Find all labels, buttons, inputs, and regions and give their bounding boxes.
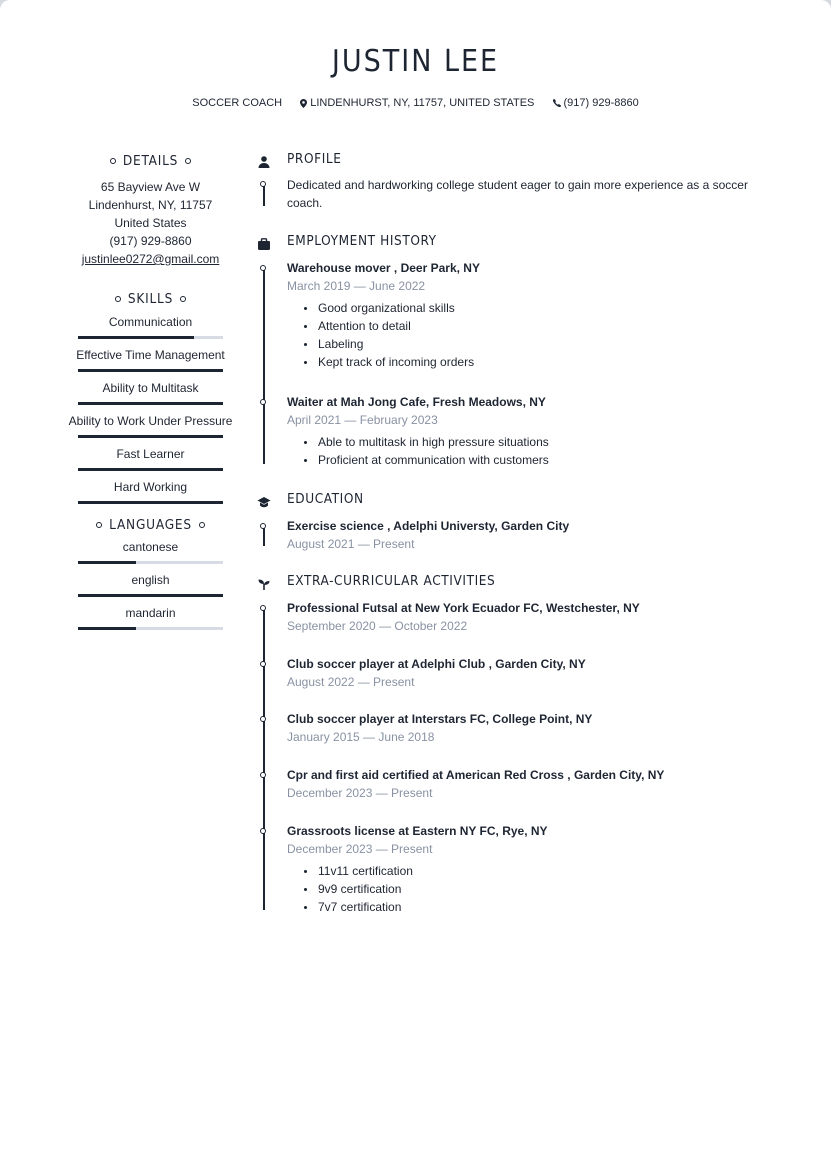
skill-item bbox=[60, 446, 241, 471]
details-phone: (917) 929-8860 bbox=[109, 234, 192, 248]
languages-list bbox=[60, 539, 241, 630]
language-level-fill bbox=[78, 561, 136, 564]
education-section bbox=[255, 490, 775, 560]
languages-heading-text: LANGUAGES bbox=[109, 517, 192, 533]
list-item: Attention to detail bbox=[287, 317, 777, 335]
profile-line2: coach. bbox=[287, 196, 323, 210]
employment-heading: EMPLOYMENT HISTORY bbox=[287, 233, 437, 249]
profile-summary bbox=[287, 176, 777, 212]
skill-item bbox=[60, 314, 241, 339]
skill-item bbox=[60, 380, 241, 405]
sprout-icon bbox=[257, 577, 271, 591]
list-item: Kept track of incoming orders bbox=[287, 353, 777, 371]
activity-bullets bbox=[287, 862, 777, 916]
skills-heading-text: SKILLS bbox=[127, 291, 174, 307]
skill-level-fill bbox=[78, 402, 223, 405]
skill-label: Hard Working bbox=[113, 480, 188, 494]
timeline-dot bbox=[260, 716, 266, 722]
phone-icon bbox=[553, 99, 561, 107]
skill-label: Ability to Work Under Pressure bbox=[68, 414, 233, 428]
language-level-bar bbox=[78, 594, 223, 597]
job-dates: April 2021 — February 2023 bbox=[287, 413, 438, 427]
list-item: 11v11 certification bbox=[287, 862, 777, 880]
language-item bbox=[60, 605, 241, 630]
skill-item bbox=[60, 479, 241, 504]
briefcase-icon bbox=[257, 237, 271, 251]
profile-heading: PROFILE bbox=[287, 151, 342, 167]
skill-level-bar bbox=[78, 402, 223, 405]
skill-item bbox=[60, 413, 241, 438]
ring-icon bbox=[96, 522, 102, 528]
skill-label: Effective Time Management bbox=[76, 348, 225, 362]
activity-entry bbox=[287, 655, 777, 691]
language-level-bar bbox=[78, 627, 223, 630]
list-item: Able to multitask in high pressure situations bbox=[287, 433, 777, 451]
skill-level-fill bbox=[78, 336, 194, 339]
language-level-bar bbox=[78, 561, 223, 564]
timeline-dot bbox=[260, 661, 266, 667]
activity-dates: December 2023 — Present bbox=[287, 842, 433, 856]
skill-label: Ability to Multitask bbox=[102, 381, 199, 395]
job-title: Warehouse mover , Deer Park, NY bbox=[287, 261, 480, 275]
ring-icon bbox=[199, 522, 205, 528]
timeline-dot bbox=[260, 772, 266, 778]
activity-title: Club soccer player at Interstars FC, College Point, NY bbox=[287, 712, 593, 726]
job-title: Waiter at Mah Jong Cafe, Fresh Meadows, NY bbox=[287, 395, 546, 409]
skill-level-bar bbox=[78, 435, 223, 438]
skill-item bbox=[60, 347, 241, 372]
activity-dates: December 2023 — Present bbox=[287, 786, 433, 800]
list-item: 7v7 certification bbox=[287, 898, 777, 916]
skill-level-bar bbox=[78, 369, 223, 372]
skill-level-bar bbox=[78, 501, 223, 504]
activity-title: Professional Futsal at New York Ecuador FC, Westchester, NY bbox=[287, 601, 640, 615]
skills-heading bbox=[60, 288, 241, 310]
job-entry bbox=[287, 393, 777, 469]
language-label: mandarin bbox=[125, 606, 176, 620]
timeline-dot bbox=[260, 828, 266, 834]
language-label: english bbox=[131, 573, 170, 587]
profile-section bbox=[255, 150, 775, 230]
education-title: Exercise science , Adelphi Universty, Garden City bbox=[287, 519, 570, 533]
activities-section bbox=[255, 572, 775, 917]
skill-level-fill bbox=[78, 369, 223, 372]
language-label: cantonese bbox=[122, 540, 179, 554]
phone-group bbox=[553, 97, 639, 109]
activity-title: Cpr and first aid certified at American Red Cross , Garden City, NY bbox=[287, 768, 665, 782]
activity-title: Club soccer player at Adelphi Club , Garden City, NY bbox=[287, 657, 586, 671]
job-bullets bbox=[287, 433, 777, 469]
skill-level-fill bbox=[78, 435, 223, 438]
education-entry bbox=[287, 517, 777, 553]
activity-dates: August 2022 — Present bbox=[287, 675, 415, 689]
skill-level-bar bbox=[78, 468, 223, 471]
location-pin-icon bbox=[300, 99, 307, 108]
language-level-fill bbox=[78, 627, 136, 630]
language-item bbox=[60, 539, 241, 564]
email-link[interactable]: justinlee0272@gmail.com bbox=[81, 252, 220, 266]
activity-entry bbox=[287, 766, 777, 802]
employment-section bbox=[255, 232, 775, 472]
activity-entry bbox=[287, 822, 777, 916]
list-item: Good organizational skills bbox=[287, 299, 777, 317]
location-group bbox=[300, 97, 534, 109]
activity-dates: January 2015 — June 2018 bbox=[287, 730, 435, 744]
education-heading: EDUCATION bbox=[287, 491, 364, 507]
language-item bbox=[60, 572, 241, 597]
ring-icon bbox=[115, 296, 121, 302]
activity-entry bbox=[287, 599, 777, 635]
skill-level-fill bbox=[78, 501, 223, 504]
address-country: United States bbox=[114, 216, 187, 230]
address-line1: 65 Bayview Ave W bbox=[100, 180, 201, 194]
activity-entry bbox=[287, 710, 777, 746]
ring-icon bbox=[110, 158, 116, 164]
address-line2: Lindenhurst, NY, 11757 bbox=[88, 198, 213, 212]
language-level-fill bbox=[78, 594, 223, 597]
skill-label: Fast Learner bbox=[116, 447, 185, 461]
timeline-dot bbox=[260, 605, 266, 611]
timeline-dot bbox=[260, 523, 266, 529]
ring-icon bbox=[180, 296, 186, 302]
list-item: Labeling bbox=[287, 335, 777, 353]
languages-heading bbox=[60, 514, 241, 536]
activity-dates: September 2020 — October 2022 bbox=[287, 619, 468, 633]
location-text: LINDENHURST, NY, 11757, UNITED STATES bbox=[310, 97, 535, 110]
job-entry bbox=[287, 259, 777, 371]
skill-level-bar bbox=[78, 336, 223, 339]
candidate-name: JUSTIN LEE bbox=[331, 44, 500, 79]
left-column bbox=[60, 150, 241, 638]
job-bullets bbox=[287, 299, 777, 371]
details-heading-text: DETAILS bbox=[122, 153, 179, 169]
activity-title: Grassroots license at Eastern NY FC, Rye, NY bbox=[287, 824, 548, 838]
graduation-cap-icon bbox=[257, 495, 271, 509]
details-block bbox=[60, 178, 241, 268]
phone-text: (917) 929-8860 bbox=[563, 97, 639, 110]
person-icon bbox=[257, 155, 271, 169]
header-contact-line bbox=[0, 97, 831, 109]
activities-heading: EXTRA-CURRICULAR ACTIVITIES bbox=[287, 573, 496, 589]
job-dates: March 2019 — June 2022 bbox=[287, 279, 426, 293]
skill-level-fill bbox=[78, 468, 223, 471]
skills-list bbox=[60, 314, 241, 504]
timeline-dot bbox=[260, 181, 266, 187]
ring-icon bbox=[185, 158, 191, 164]
list-item: 9v9 certification bbox=[287, 880, 777, 898]
timeline-dot bbox=[260, 265, 266, 271]
timeline-dot bbox=[260, 399, 266, 405]
skill-label: Communication bbox=[108, 315, 193, 329]
education-dates: August 2021 — Present bbox=[287, 537, 415, 551]
profile-line1: Dedicated and hardworking college student eager to gain more experience as a soccer bbox=[287, 178, 748, 192]
job-title: SOCCER COACH bbox=[192, 97, 283, 110]
details-heading bbox=[60, 150, 241, 172]
list-item: Proficient at communication with customers bbox=[287, 451, 777, 469]
